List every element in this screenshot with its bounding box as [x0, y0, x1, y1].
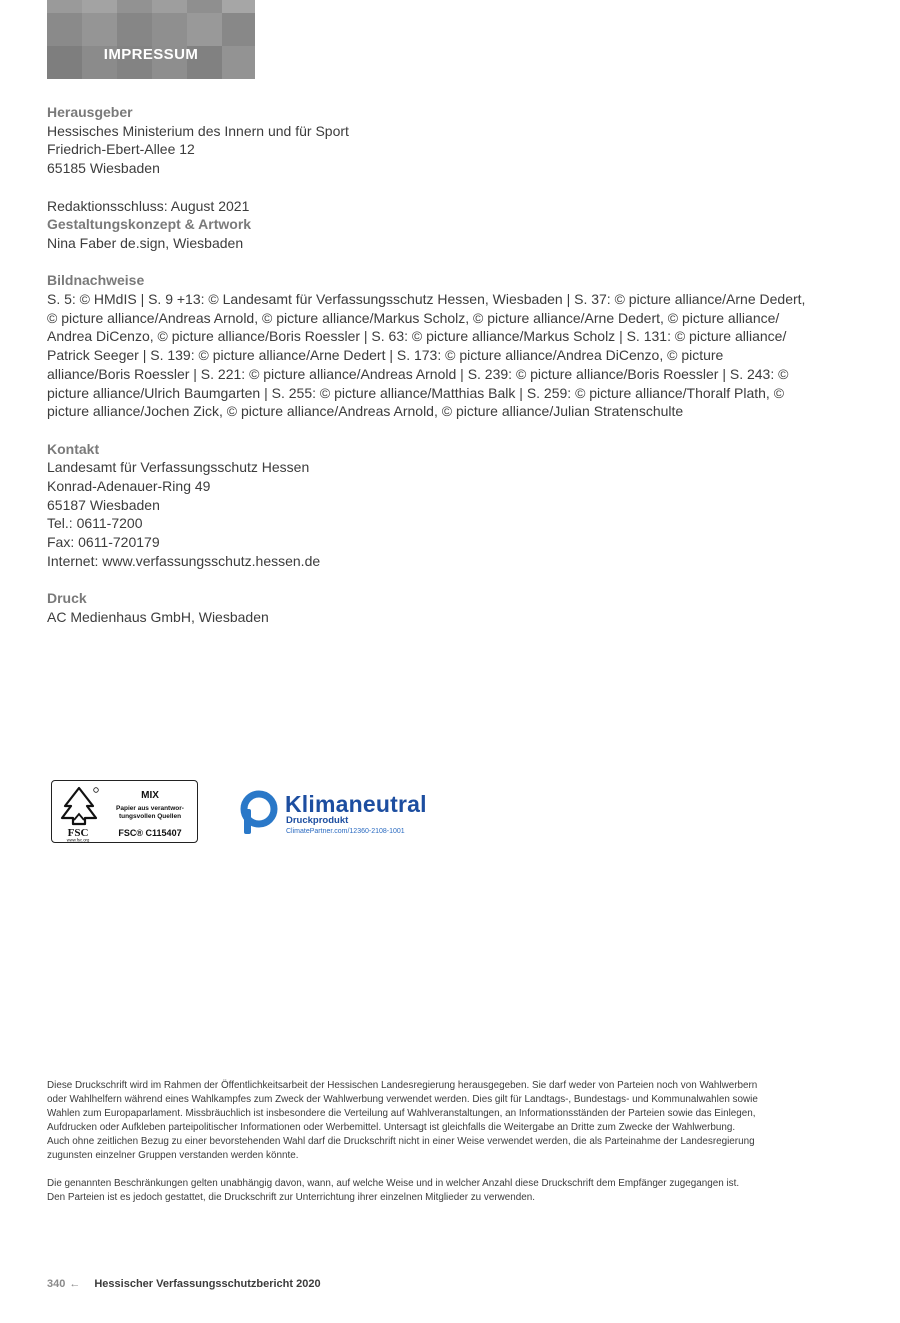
fsc-url-text: www.fsc.org: [66, 837, 90, 842]
fsc-description-line: Papier aus verantwor-: [116, 805, 184, 812]
contact-phone: Tel.: 0611-7200: [47, 515, 143, 532]
credits-line: © picture alliance/Andreas Arnold, © picture alliance/Markus Scholz, © picture alliance/Arne Dedert, © picture alliance/: [47, 309, 780, 326]
fsc-logo: [51, 780, 198, 843]
credits-line: Patrick Seeger | S. 139: © picture alliance/Arne Dedert | S. 173: © picture alliance/Andrea DiCenzo, © picture: [47, 347, 724, 364]
climate-title: Klimaneutral: [285, 791, 427, 817]
fsc-description: [104, 805, 196, 820]
contact-fax: Fax: 0611-720179: [47, 534, 160, 551]
print-section: [47, 589, 807, 626]
editorial-section: [47, 197, 807, 253]
disclaimer-line: Diese Druckschrift wird im Rahmen der Öffentlichkeitsarbeit der Hessischen Landesregierung herausgegeben. Sie darf weder von Parteien noch von Wahlwerbern: [47, 1080, 758, 1091]
credits-heading: Bildnachweise: [47, 272, 145, 289]
contact-line: Landesamt für Verfassungsschutz Hessen: [47, 459, 310, 476]
contact-line: 65187 Wiesbaden: [47, 496, 160, 513]
publisher-heading: Herausgeber: [47, 104, 133, 120]
certification-logos: [51, 780, 471, 846]
credits-section: [47, 271, 807, 421]
disclaimer-line: oder Wahlhelfern während eines Wahlkampfes zum Zweck der Wahlwerbung verwendet werden. Dies gilt für Landtags-, Bundestags- und Kommunalwahlen sowie: [47, 1094, 758, 1105]
disclaimer-line: Aufdrucken oder Aufkleben parteipolitischer Informationen oder Werbemittel. Untersagt ist gleichfalls die Weitergabe an Dritte zum Zwecke der Wahlwerbung.: [47, 1122, 736, 1133]
fsc-license-code: FSC® C115407: [118, 828, 182, 838]
disclaimer-line: Die genannten Beschränkungen gelten unabhängig davon, wann, auf welche Weise und in welcher Anzahl diese Druckschrift dem Empfänger zugegangen ist.: [47, 1178, 740, 1189]
fsc-description-line: tungsvollen Quellen: [118, 812, 182, 820]
disclaimer-paragraph: [47, 1177, 807, 1205]
contact-heading: Kontakt: [47, 440, 100, 457]
print-heading: Druck: [47, 590, 87, 607]
disclaimer-line: zugunsten einzelner Gruppen verstanden werden könnte.: [47, 1150, 299, 1161]
climate-partner-icon: [239, 790, 279, 836]
climate-subtitle: Druckprodukt: [286, 815, 349, 826]
page-title: IMPRESSUM: [103, 46, 199, 63]
disclaimer-line: Den Parteien ist es jedoch gestattet, die Druckschrift zur Unterrichtung ihrer einzelnen Mitglieder zu verwenden.: [47, 1192, 535, 1203]
publisher-line: Friedrich-Ebert-Allee 12: [47, 141, 195, 158]
fsc-tree-icon: [57, 784, 101, 842]
fsc-brand-text: FSC: [67, 827, 89, 839]
contact-line: Konrad-Adenauer-Ring 49: [47, 478, 211, 495]
design-heading: Gestaltungskonzept & Artwork: [47, 216, 252, 233]
credits-line: alliance/Boris Roessler | S. 221: © picture alliance/Andreas Arnold | S. 239: © picture alliance/Boris Roessler | S. 243: ©: [47, 365, 789, 382]
climate-url: ClimatePartner.com/12360-2108-1001: [286, 828, 405, 835]
publisher-line: Hessisches Ministerium des Innern und für Sport: [47, 122, 349, 139]
publisher-line: 65185 Wiesbaden: [47, 160, 160, 177]
impressum-content: [47, 103, 807, 645]
legal-disclaimer: [47, 1079, 807, 1219]
credits-line: picture alliance/Jochen Zick, © picture alliance/Andreas Arnold, © picture alliance/Julian Stratenschulte: [47, 403, 684, 420]
arrow-left-icon: ←: [69, 1278, 81, 1290]
page-number: 340: [47, 1278, 66, 1290]
footer-title: Hessischer Verfassungsschutzbericht 2020: [94, 1278, 321, 1290]
disclaimer-line: Auch ohne zeitlichen Bezug zu einer bevorstehenden Wahl darf die Druckschrift nicht in einer Weise verwendet werden, die als Parteinahme der Landesregierung: [47, 1136, 755, 1147]
page-footer: [47, 1278, 321, 1290]
print-value: AC Medienhaus GmbH, Wiesbaden: [47, 608, 269, 625]
editorial-deadline: Redaktionsschluss: August 2021: [47, 197, 250, 214]
credits-line: picture alliance/Ulrich Baumgarten | S. 255: © picture alliance/Matthias Balk | S. 259: © picture alliance/Thoralf Plath, ©: [47, 384, 785, 401]
contact-website: Internet: www.verfassungsschutz.hessen.de: [47, 552, 321, 569]
contact-section: [47, 440, 807, 571]
disclaimer-paragraph: [47, 1079, 807, 1163]
credits-line: S. 5: © HMdIS | S. 9 +13: © Landesamt für Verfassungsschutz Hessen, Wiesbaden | S. 37: © picture alliance/Arne Dedert,: [47, 291, 806, 307]
publisher-section: [47, 103, 807, 178]
disclaimer-line: Wahlen zum Europaparlament. Missbräuchlich ist insbesondere die Verteilung auf Wahlveranstaltungen, an Informationsständen der Parteien sowie das Einlegen,: [47, 1108, 756, 1119]
header-banner: [47, 0, 255, 79]
credits-line: Andrea DiCenzo, © picture alliance/Boris Roessler | S. 63: © picture alliance/Markus Scholz | S. 131: © picture alliance/: [47, 328, 787, 345]
fsc-mix-label: MIX: [141, 790, 159, 801]
mosaic-pattern: [47, 0, 255, 79]
design-value: Nina Faber de.sign, Wiesbaden: [47, 234, 244, 251]
